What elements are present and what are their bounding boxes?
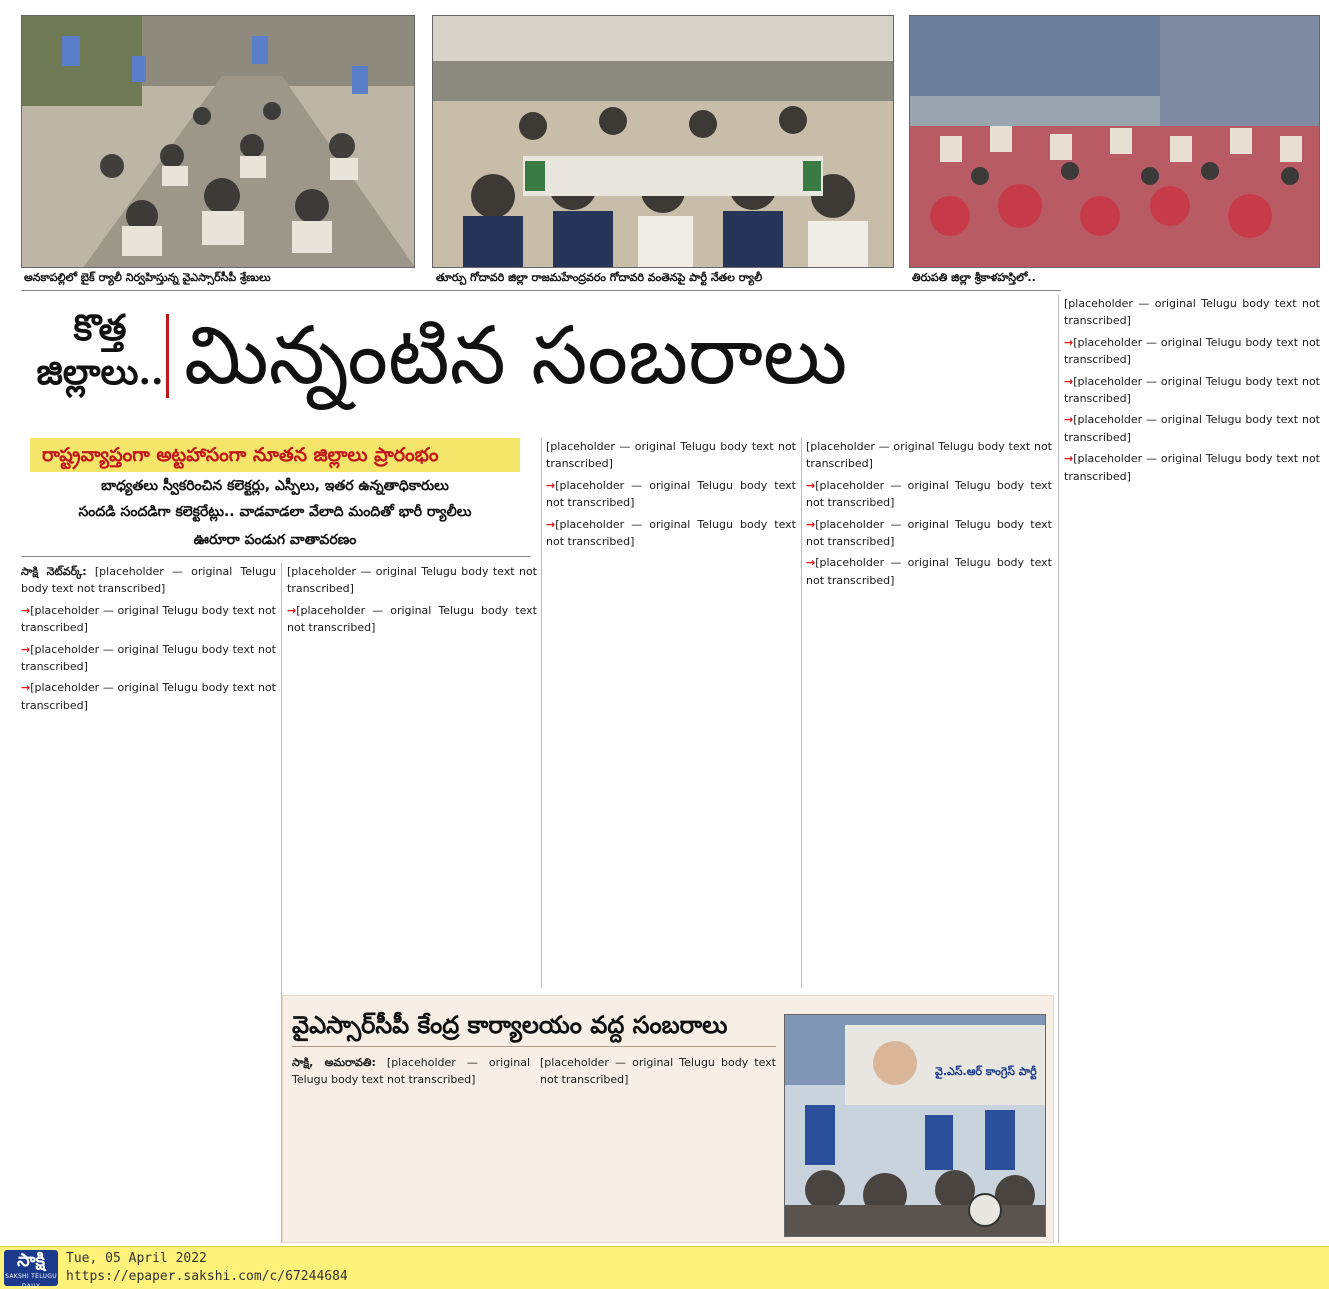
article-column-5 [1064,295,1320,1243]
subheadline-2: సందడి సందడిగా కలెక్టరేట్లు.. వాడవాడలా వేలాది మందితో భారీ ర్యాలీలు [78,504,472,520]
tirupati-rally-image [910,16,1320,268]
box-col2-para: [placeholder — original Telugu body text not transcribed] [540,1056,776,1087]
col5-para-2: → [placeholder — original Telugu body text not transcribed] [1064,334,1320,369]
col-divider-3 [801,438,802,988]
col1-para-4: → [placeholder — original Telugu body text not transcribed] [21,679,276,714]
col5-para-1: [placeholder — original Telugu body text not transcribed] [1064,297,1320,328]
col1-para-3: → [placeholder — original Telugu body text not transcribed] [21,641,276,676]
col4-para-4: → [placeholder — original Telugu body text not transcribed] [806,554,1052,589]
tirupati-rally-photo [909,15,1320,268]
sakshi-logo [4,1250,58,1289]
col1-para-1-text: [placeholder — original Telugu body text not transcribed] [21,565,276,596]
headline-divider [166,314,169,398]
subheadline-1: బాధ్యతలు స్వీకరించిన కలెక్టర్లు, ఎస్పీలు, ఇతర ఉన్నతాధికారులు [101,478,449,494]
col5-para-4: → [placeholder — original Telugu body text not transcribed] [1064,411,1320,446]
article-column-2 [287,563,537,988]
bike-rally-caption: అనకాపల్లిలో బైక్ ర్యాలీ నిర్వహిస్తున్న వైఎస్సార్‌సీపీ శ్రేణులు [24,271,271,284]
col1-para-1 [21,563,276,598]
col3-para-2: → [placeholder — original Telugu body text not transcribed] [546,477,796,512]
col2-para-1: [placeholder — original Telugu body text not transcribed] [287,565,537,596]
subhead-divider [21,556,531,557]
col4-para-1: [placeholder — original Telugu body text not transcribed] [806,440,1052,471]
col-divider-2 [541,438,542,988]
article-column-4 [806,438,1052,988]
col3-para-3: → [placeholder — original Telugu body text not transcribed] [546,516,796,551]
footer-url[interactable]: https://epaper.sakshi.com/c/67244684 [66,1269,348,1284]
tirupati-rally-caption: తిరుపతి జిల్లా శ్రీకాళహస్తిలో.. [912,271,1036,284]
main-headline: మిన్నంటిన సంబరాలు [184,309,848,402]
subheadline-3: ఊరూరా పండుగ వాతావరణం [193,532,357,548]
col5-para-3: → [placeholder — original Telugu body text not transcribed] [1064,373,1320,408]
col2-para-2: → [placeholder — original Telugu body text not transcribed] [287,602,537,637]
col4-para-2: → [placeholder — original Telugu body text not transcribed] [806,477,1052,512]
footer-bar [0,1246,1329,1289]
footer-date: Tue, 05 April 2022 [66,1251,207,1266]
box-title: వైఎస్సార్‌సీపీ కేంద్ర కార్యాలయం వద్ద సంబరాలు [292,1011,728,1039]
bridge-rally-caption: తూర్పు గోదావరి జిల్లా రాజమహేంద్రవరం గోదావరి వంతెనపై పార్టీ నేతల ర్యాలీ [436,271,763,284]
headline-kicker [30,306,170,394]
bike-rally-image [22,16,415,268]
col5-para-5: → [placeholder — original Telugu body text not transcribed] [1064,450,1320,485]
kicker-line-2: జిల్లాలు.. [36,351,164,393]
col1-para-2: → [placeholder — original Telugu body text not transcribed] [21,602,276,637]
photo-divider [21,290,1061,291]
col-divider-4 [1058,295,1059,1243]
banner-text: వై.ఎస్.ఆర్ కాంగ్రెస్ పార్టీ [935,1065,1037,1078]
col3-para-1: [placeholder — original Telugu body text not transcribed] [546,440,796,471]
article-column-3 [546,438,796,988]
kicker-line-1: కొత్త [73,307,127,349]
bike-rally-photo [21,15,415,268]
bridge-rally-photo [432,15,894,268]
box-col1-text: [placeholder — original Telugu body text not transcribed] [292,1056,530,1087]
logo-sub-text: SAKSHI TELUGU DAILY [5,1273,57,1289]
col4-para-3: → [placeholder — original Telugu body text not transcribed] [806,516,1052,551]
box-col1-para [292,1054,530,1089]
box-column-1 [292,1054,530,1239]
party-office-photo [784,1014,1046,1237]
dateline: సాక్షి నెట్‌వర్క్: [21,565,87,578]
logo-main-text: సాక్షి [17,1250,45,1271]
article-column-1 [21,563,276,1243]
party-office-image [785,1015,1046,1237]
red-subheadline: రాష్ట్రవ్యాప్తంగా అట్టహాసంగా నూతన జిల్లాలు ప్రారంభం [30,438,520,472]
box-column-2 [540,1054,776,1239]
bridge-rally-image [433,16,894,268]
box-dateline: సాక్షి, అమరావతి: [292,1056,376,1069]
box-title-rule [292,1046,776,1047]
